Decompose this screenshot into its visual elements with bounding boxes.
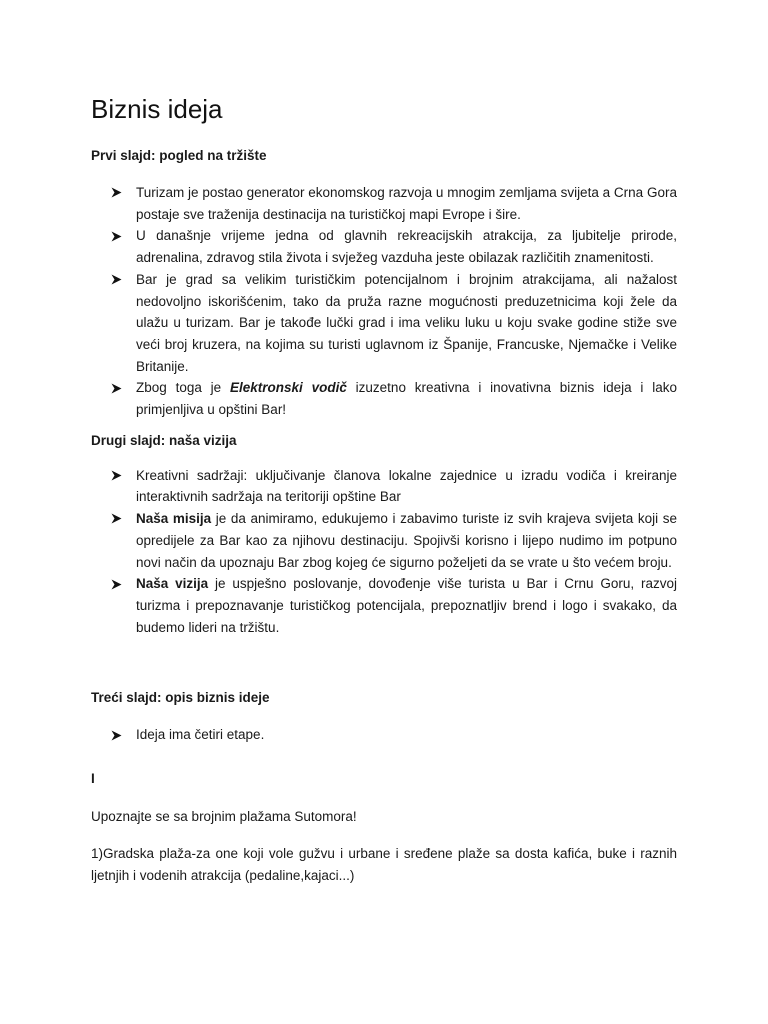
arrow-bullet-icon [111, 225, 125, 247]
arrow-bullet-icon [111, 182, 125, 204]
arrow-bullet-icon [111, 269, 125, 291]
section-heading-prvi-slajd: Prvi slajd: pogled na tržište [91, 148, 267, 163]
roman-numeral-marker: I [91, 771, 95, 787]
bullet-text: Bar je grad sa velikim turističkim potencijalnom i brojnim atrakcijama, ali nažalost nedovoljno iskorišćenim, tako da pruža razne mogućnosti preduzetnicima koji žele da ulažu u turizam. Bar je takođe lučki grad i ima veliku luku u koju svake godine stiže sve veći broj kruzera, na kojima su turisti uglavnom iz Španije, Francuske, Njemačke i Velike Britanije. [136, 271, 677, 374]
bullet-list-drugi-slajd [91, 465, 677, 639]
bullet-text: Kreativni sadržaji: uključivanje članova lokalne zajednice u izradu vodiča i kreiranje interaktivnih sadržaja na teritoriji opštine Bar [136, 467, 677, 505]
arrow-bullet-icon [111, 377, 125, 399]
list-item [91, 225, 677, 268]
bullet-text-after: izuzetno kreativna i inovativna biznis ideja i lako primjenljiva u opštini Bar! [136, 380, 677, 418]
bullet-strong-label: Naša misija [136, 511, 212, 527]
list-item [91, 724, 677, 746]
intro-paragraph: Upoznajte se sa brojnim plažama Sutomora! [91, 808, 357, 824]
bullet-text-before: Zbog toga je [136, 380, 230, 396]
emphasized-product-name: Elektronski vodič [230, 380, 347, 396]
bullet-strong-label: Naša vizija [136, 576, 209, 592]
list-item [91, 465, 677, 508]
section-heading-treci-slajd: Treći slajd: opis biznis ideje [91, 690, 270, 706]
bullet-list-treci-slajd [91, 724, 677, 746]
first-item-paragraph: 1)Gradska plaža-za one koji vole gužvu i urbane i sređene plaže sa dosta kafića, buke i raznih ljetnjih i vodenih atrakcija (pedaline,kajaci...) [91, 846, 677, 884]
list-item [91, 269, 677, 378]
bullet-text-after: je uspješno poslovanje, dovođenje više turista u Bar i Crnu Goru, razvoj turizma i prepoznavanje turističkog potencijala, prepoznatljiv brend i logo i svakako, da budemo lideri na tržištu. [136, 576, 677, 635]
arrow-bullet-icon [111, 508, 125, 530]
document-title: Biznis ideja [91, 94, 223, 124]
bullet-list-prvi-slajd [91, 182, 677, 421]
document-page [91, 92, 677, 887]
arrow-bullet-icon [111, 465, 125, 487]
bullet-text-after: je da animiramo, edukujemo i zabavimo turiste iz svih krajeva svijeta koji se opredijele za Bar kao za njihovu destinaciju. Spojivši korisno i lijepo nudimo im potpuno novi način da upoznaju Bar zbog kojeg će sigurno poželjeti da se vrate u što većem broju. [136, 511, 677, 570]
section-heading-drugi-slajd: Drugi slajd: naša vizija [91, 432, 237, 448]
bullet-text: U današnje vrijeme jedna od glavnih rekreacijskih atrakcija, za ljubitelje prirode, adrenalina, zdravog stila života i svježeg vazduha jeste obilazak različitih znamenitosti. [136, 228, 677, 266]
bullet-text: Ideja ima četiri etape. [136, 727, 265, 743]
list-item [91, 182, 677, 225]
bullet-text: Turizam je postao generator ekonomskog razvoja u mnogim zemljama svijeta a Crna Gora postaje sve traženija destinacija na turističkoj mapi Evrope i šire. [136, 185, 677, 222]
arrow-bullet-icon [111, 724, 125, 746]
list-item [91, 508, 677, 573]
arrow-bullet-icon [111, 573, 125, 595]
list-item [91, 377, 677, 420]
list-item [91, 573, 677, 638]
